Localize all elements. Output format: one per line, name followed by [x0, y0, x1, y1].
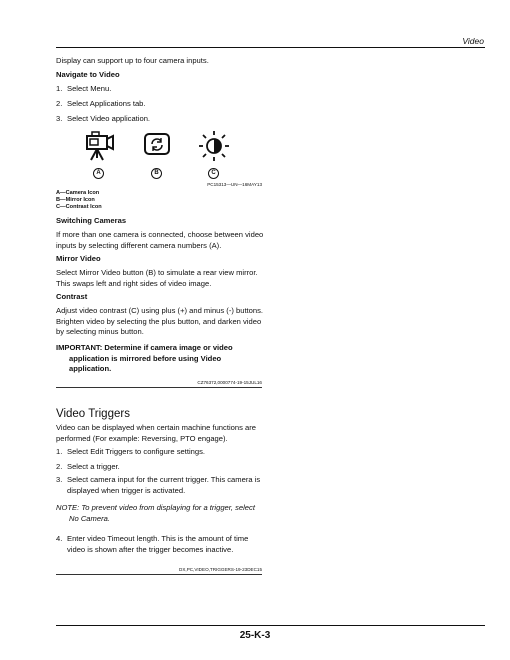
triggers-intro: Video can be displayed when certain machine functions are performed (For example: Reversing, PTO engage). — [56, 423, 256, 443]
step-number: 2. — [56, 99, 63, 108]
switching-heading: Switching Cameras — [56, 216, 127, 225]
icon-figure — [85, 130, 235, 182]
step-number: 1. — [56, 84, 63, 93]
intro-text: Display can support up to four camera inputs. — [56, 56, 209, 65]
figure-caption: B—Mirror Icon — [56, 197, 95, 203]
list-item — [56, 114, 266, 124]
navigate-heading: Navigate to Video — [56, 70, 120, 79]
step-text: Enter video Timeout length. This is the amount of time video is shown after the trigger becomes inactive. — [67, 534, 249, 554]
step-text: Select Edit Triggers to configure settings. — [67, 447, 206, 456]
triggers-heading: Video Triggers — [56, 408, 130, 420]
callout-a: A — [93, 168, 104, 179]
mirror-text: Select Mirror Video button (B) to simulate a rear view mirror. This swaps left and right sides of video image. — [56, 268, 258, 288]
step-text: Select Applications tab. — [67, 99, 146, 108]
step-number: 4. — [56, 534, 63, 543]
note-text: NOTE: To prevent video from displaying for a trigger, select No Camera. — [56, 503, 255, 523]
important-notice: IMPORTANT: Determine if camera image or video application is mirrored before using Video application. — [56, 343, 233, 373]
step-number: 3. — [56, 114, 63, 123]
contrast-heading: Contrast — [56, 292, 88, 301]
step-text: Select camera input for the current trigger. This camera is displayed when trigger is activated. — [67, 475, 261, 495]
switching-text: If more than one camera is connected, choose between video inputs by selecting different camera numbers (A). — [56, 230, 264, 250]
list-item — [56, 99, 266, 109]
mirror-heading: Mirror Video — [56, 254, 101, 263]
section-ref: CZ76372,0000774-19-15JUL16 — [197, 380, 262, 385]
contrast-text: Adjust video contrast (C) using plus (+) and minus (-) buttons. Brighten video by selecting the plus button, and darken video by selecting minus button. — [56, 306, 264, 336]
camera-icon — [85, 130, 117, 162]
list-item — [56, 475, 266, 496]
header-rule — [56, 47, 485, 48]
list-item — [56, 462, 266, 472]
running-header: Video — [462, 36, 484, 46]
footer-rule — [56, 625, 485, 626]
contrast-icon — [198, 130, 230, 162]
figure-caption: C—Contrast Icon — [56, 204, 102, 210]
step-text: Select Video application. — [67, 114, 151, 123]
list-item — [56, 84, 266, 94]
step-number: 1. — [56, 447, 63, 456]
section-rule — [56, 574, 262, 575]
figure-caption: A—Camera Icon — [56, 190, 100, 196]
page-number: 25-K-3 — [239, 630, 271, 641]
list-item — [56, 534, 266, 555]
list-item — [56, 447, 266, 457]
step-text: Select Menu. — [67, 84, 112, 93]
section-rule — [56, 387, 262, 388]
step-text: Select a trigger. — [67, 462, 120, 471]
figure-ref: PC15313—UN—16MAY13 — [207, 182, 262, 187]
mirror-icon — [143, 132, 171, 158]
callout-b: B — [151, 168, 162, 179]
section-ref: DX,PC,VIDEO,TRIGGERS-19-23DEC15 — [179, 567, 262, 572]
step-number: 2. — [56, 462, 63, 471]
callout-c: C — [208, 168, 219, 179]
step-number: 3. — [56, 475, 63, 484]
